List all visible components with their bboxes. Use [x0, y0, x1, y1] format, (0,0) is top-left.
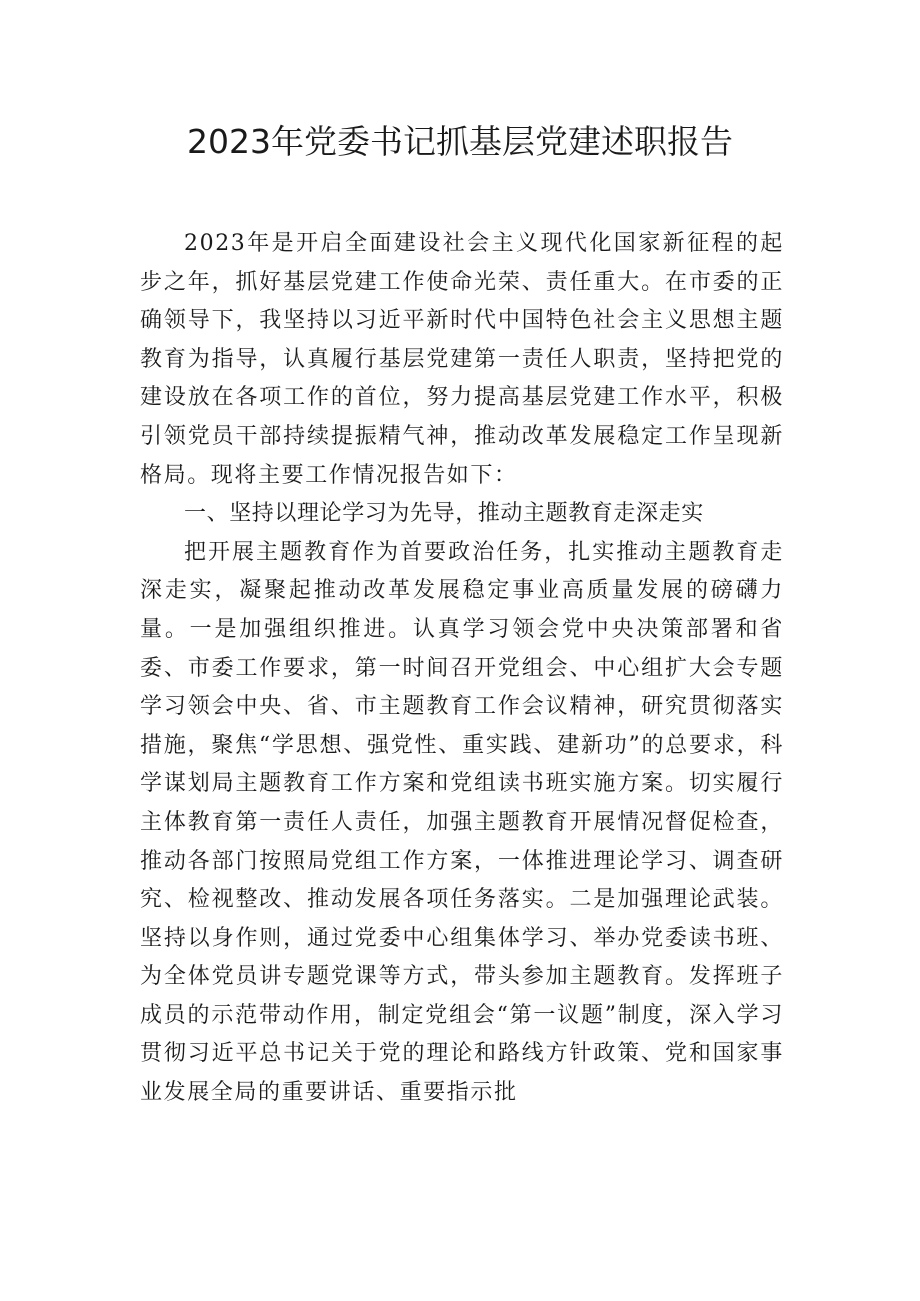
- document-title: 2023年党委书记抓基层党建述职报告: [187, 122, 733, 161]
- section-1-paragraph: 把开展主题教育作为首要政治任务，扎实推动主题教育走深走实，凝聚起推动改革发展稳定事业高质量发展的磅礴力量。一是加强组织推进。认真学习领会党中央决策部署和省委、市委工作要求，第一时间召开党组会、中心组扩大会专题学习领会中央、省、市主题教育工作会议精神，研究贯彻落实措施，聚焦“学思想、强党性、重实践、建新功”的总要求，科学谋划局主题教育工作方案和党组读书班实施方案。切实履行主体教育第一责任人责任，加强主题教育开展情况督促检查，推动各部门按照局党组工作方案，一体推进理论学习、调查研究、检视整改、推动发展各项任务落实。二是加强理论武装。坚持以身作则，通过党委中心组集体学习、举办党委读书班、为全体党员讲专题党课等方式，带头参加主题教育。发挥班子成员的示范带动作用，制定党组会“第一议题”制度，深入学习贯彻习近平总书记关于党的理论和路线方针政策、党和国家事业发展全局的重要讲话、重要指示批: [140, 539, 784, 1106]
- section-1-heading: 一、坚持以理论学习为先导，推动主题教育走深走实: [184, 501, 704, 527]
- document-body: [140, 225, 784, 1113]
- intro-paragraph: 2023年是开启全面建设社会主义现代化国家新征程的起步之年，抓好基层党建工作使命光荣、责任重大。在市委的正确领导下，我坚持以习近平新时代中国特色社会主义思想主题教育为指导，认真履行基层党建第一责任人职责，坚持把党的建设放在各项工作的首位，努力提高基层党建工作水平，积极引领党员干部持续提振精气神，推动改革发展稳定工作呈现新格局。现将主要工作情况报告如下：: [140, 231, 784, 488]
